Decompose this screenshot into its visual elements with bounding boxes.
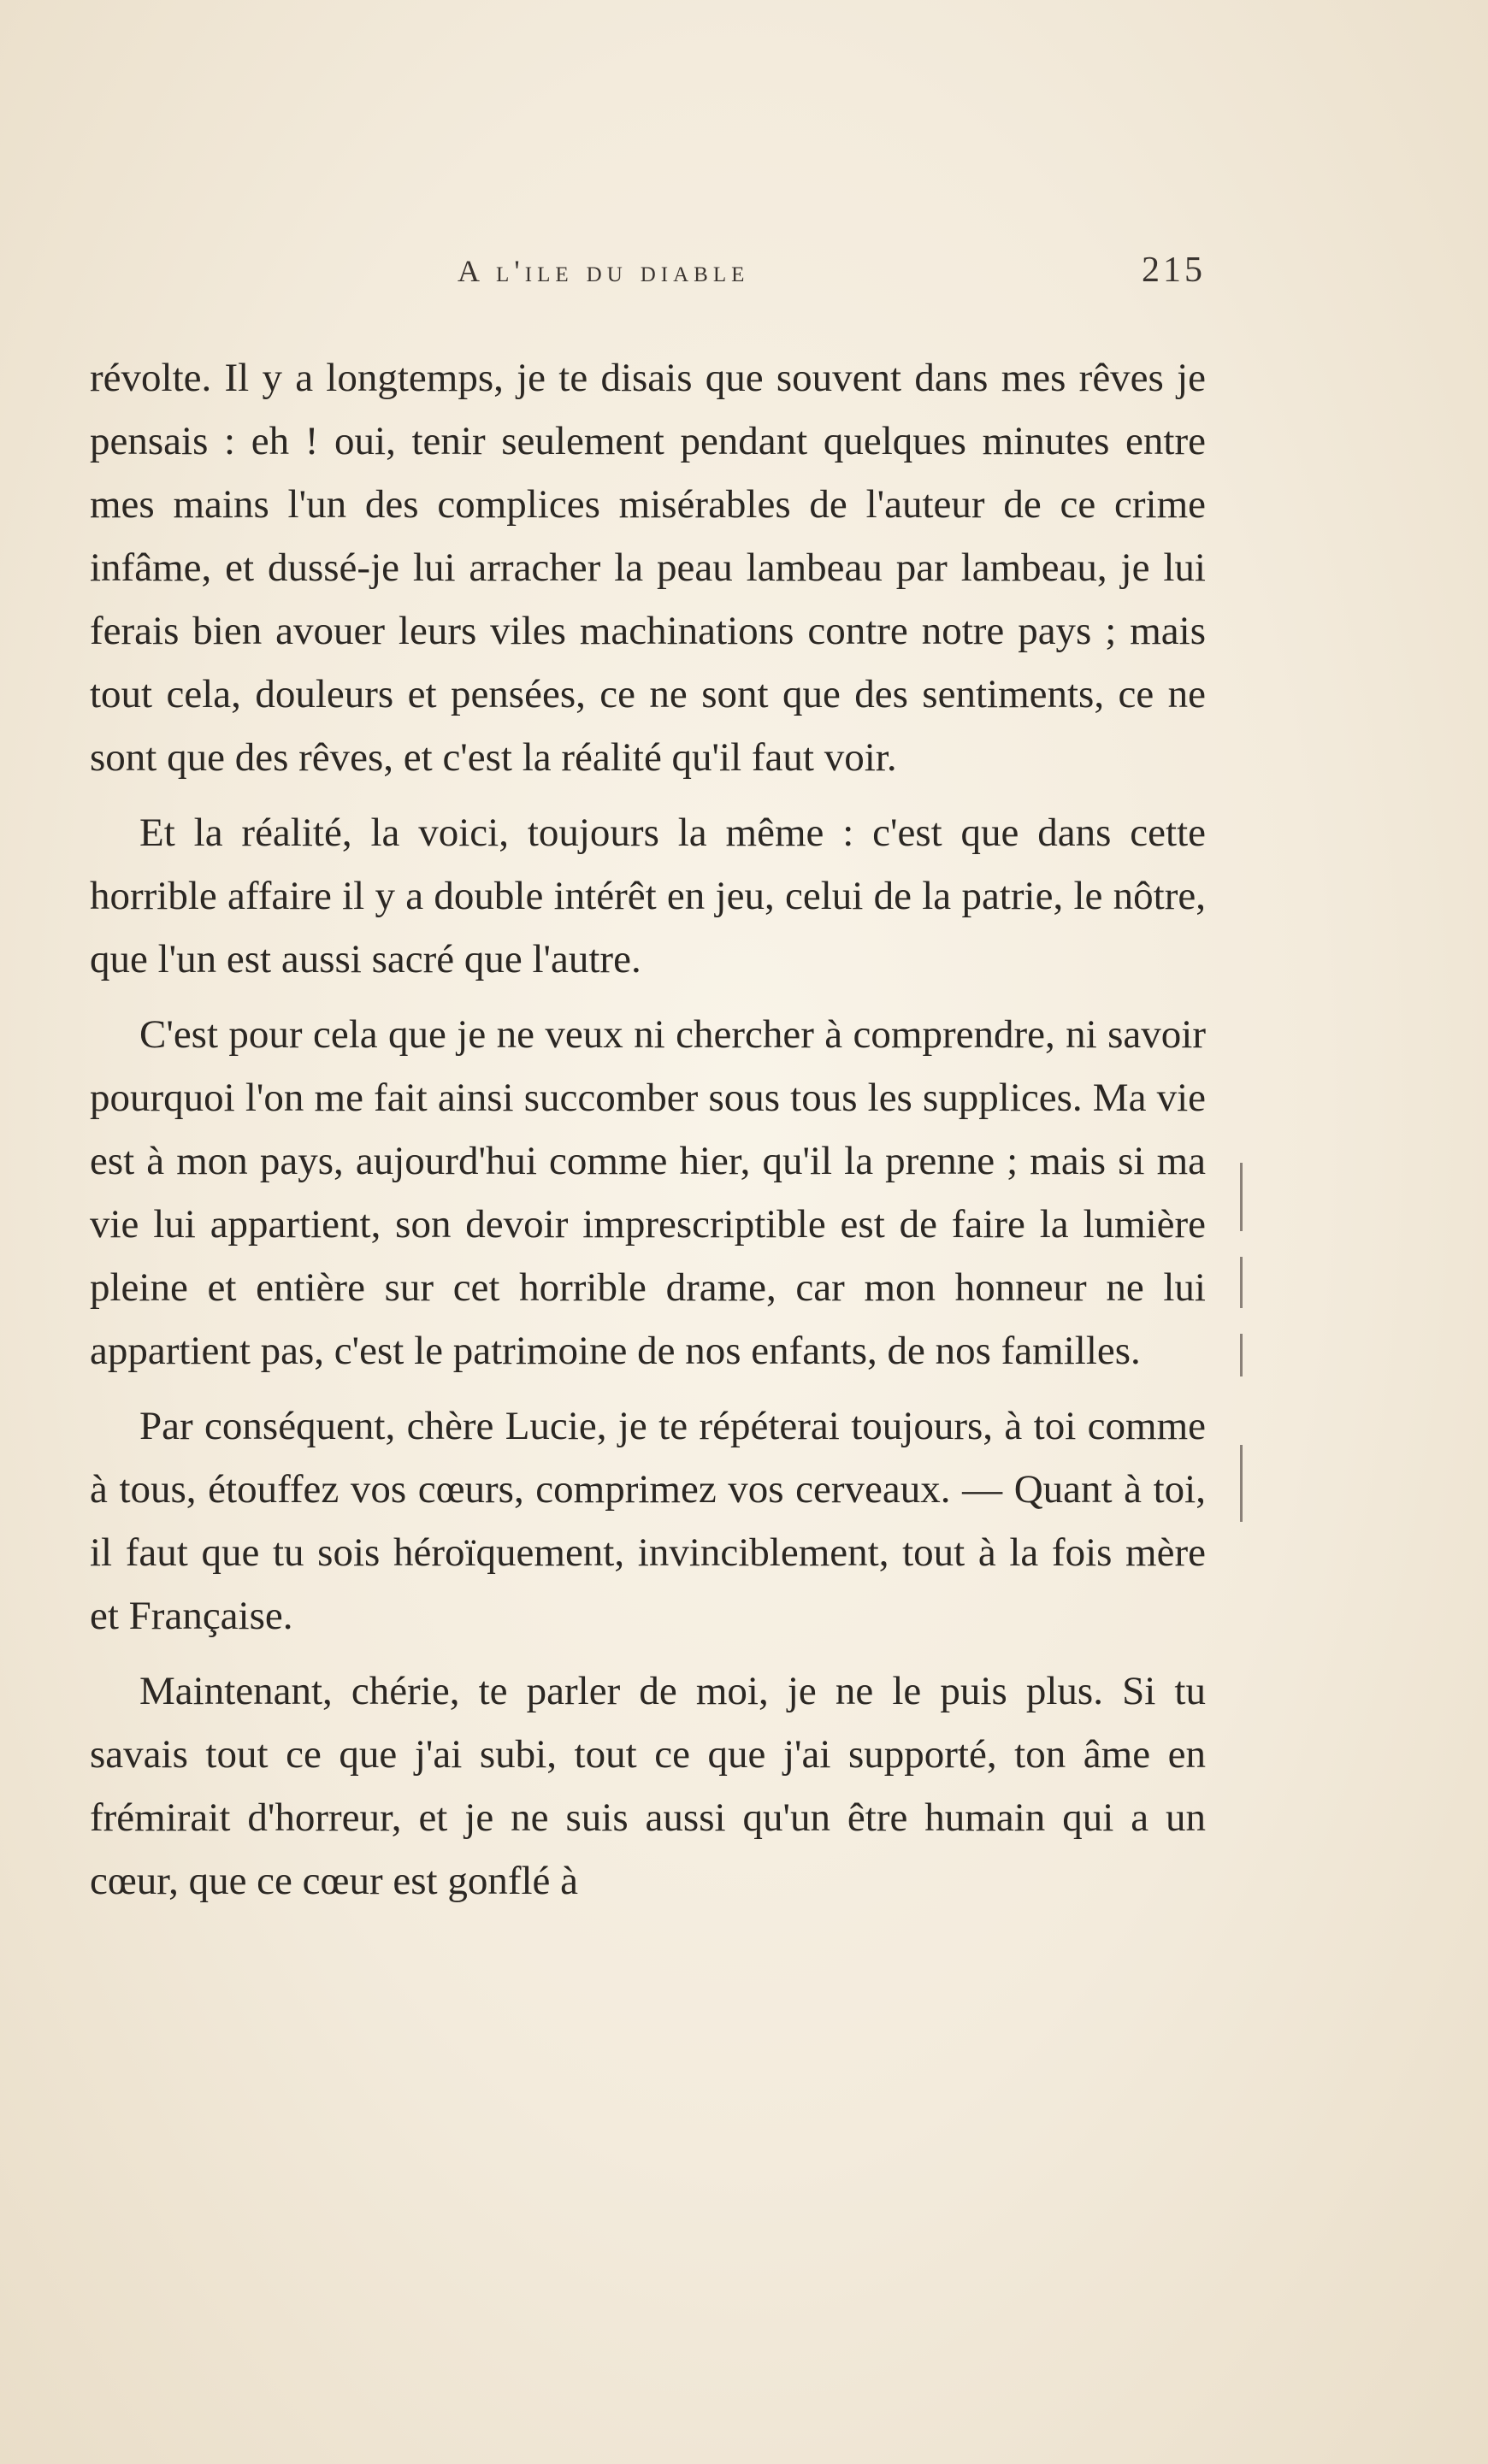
- margin-pencil-mark: [1240, 1257, 1243, 1308]
- running-title: A l'ile du diable: [458, 254, 750, 288]
- paragraph-5: Maintenant, chérie, te parler de moi, je ne le puis plus. Si tu savais tout ce que j'ai subi, tout ce que j'ai supporté, ton âme en frémirait d'horreur, et je ne suis aussi qu'un être humain qui a un cœur, que ce cœur est gonflé à: [90, 1669, 1206, 1903]
- margin-pencil-mark: [1240, 1334, 1243, 1376]
- body-text: [90, 346, 1206, 1913]
- paragraph-3: C'est pour cela que je ne veux ni chercher à comprendre, ni savoir pourquoi l'on me fait ainsi succomber sous tous les supplices. Ma vie est à mon pays, aujourd'hui comme hier, qu'il la prenne ; mais si ma vie lui appartient, son devoir imprescriptible est de faire la lumière pleine et entière sur cet horrible drame, car mon honneur ne lui appartient pas, c'est le patrimoine de nos enfants, de nos familles.: [90, 1012, 1206, 1373]
- margin-pencil-mark: [1240, 1445, 1243, 1522]
- paragraph-1: révolte. Il y a longtemps, je te disais que souvent dans mes rêves je pensais : eh ! oui, tenir seulement pendant quelques minutes entre mes mains l'un des complices misérables de l'auteur de ce crime infâme, et dussé-je lui arracher la peau lambeau par lambeau, je lui ferais bien avouer leurs viles machinations contre notre pays ; mais tout cela, douleurs et pensées, ce ne sont que des sentiments, ce ne sont que des rêves, et c'est la réalité qu'il faut voir.: [90, 356, 1206, 780]
- page-header: [90, 253, 1206, 304]
- page-number: 215: [1142, 251, 1206, 290]
- margin-pencil-mark: [1240, 1163, 1243, 1231]
- paragraph-4: Par conséquent, chère Lucie, je te répéterai toujours, à toi comme à tous, étouffez vos cœurs, comprimez vos cerveaux. — Quant à toi, il faut que tu sois héroïquement, invinciblement, tout à la fois mère et Française.: [90, 1404, 1206, 1638]
- paragraph-2: Et la réalité, la voici, toujours la même : c'est que dans cette horrible affaire il y a double intérêt en jeu, celui de la patrie, le nôtre, que l'un est aussi sacré que l'autre.: [90, 811, 1206, 981]
